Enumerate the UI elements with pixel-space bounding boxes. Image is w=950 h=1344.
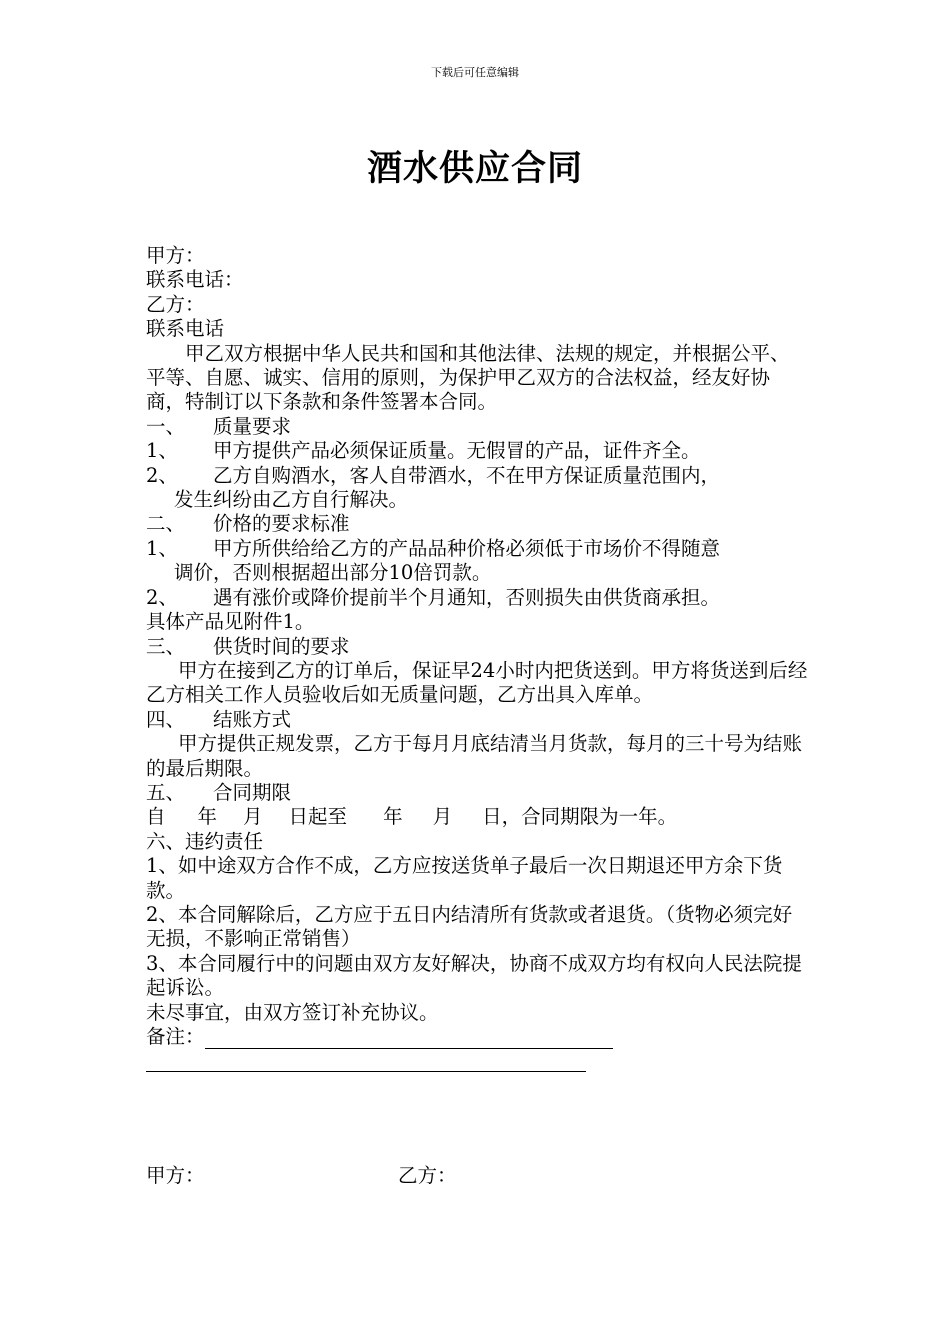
section-5-heading [146,781,808,805]
term-part: 日起至 [288,805,348,829]
clause-number: 1、 [146,536,178,560]
party-b-label: 乙方： [146,292,205,316]
clause-1-2 [146,464,808,488]
clause-number: 2、 [146,463,178,487]
remark-fill-line [205,1028,613,1049]
section-3-heading [146,635,808,659]
clause-number: 1、 [146,439,178,463]
section-title: 质量要求 [213,414,292,438]
remark-row [146,1025,808,1049]
section-1-heading [146,415,808,439]
clause-6-1: 1、如中途双方合作不成，乙方应按送货单子最后一次日期退还甲方余下货款。 [146,854,783,902]
section-number: 四、 [146,707,186,731]
section-number: 五、 [146,780,186,804]
party-a-phone-label: 联系电话： [146,268,244,292]
closing-statement: 未尽事宜，由双方签订补充协议。 [146,1000,439,1024]
remark-label: 备注： [146,1025,205,1048]
section-title: 结账方式 [213,707,292,731]
party-a-label: 甲方： [146,244,205,267]
header-note: 下载后可任意编辑 [431,66,519,79]
clause-1-2-continued: 发生纠纷由乙方自行解决。 [174,488,409,512]
signature-party-a: 甲方： [146,1164,205,1187]
section-title: 供货时间的要求 [213,634,350,658]
section-number: 二、 [146,512,186,536]
term-part: 月 [243,805,263,829]
contract-term-line [146,805,808,829]
section-6-heading: 六、违约责任 [146,829,264,853]
clause-2-2 [146,586,808,610]
clause-6-3: 3、本合同履行中的问题由双方友好解决，协商不成双方均有权向人民法院提起诉讼。 [146,951,802,1000]
section-2-note: 具体产品见附件1。 [146,610,315,634]
clause-2-1-continued: 调价，否则根据超出部分10倍罚款。 [174,561,492,585]
clause-1-1 [146,439,808,463]
document-title: 酒水供应合同 [366,148,583,189]
intro-paragraph: 甲乙双方根据中华人民共和国和其他法律、法规的规定，并根据公平、平等、自愿、诚实、信用的原则，为保护甲乙双方的合法权益，经友好协商，特制订以下条款和条件签署本合同。 [146,341,790,414]
contract-body [146,244,808,1072]
party-b-phone-label: 联系电话 [146,317,225,341]
clause-text: 甲方提供产品必须保证质量。无假冒的产品，证件齐全。 [213,439,701,463]
section-number: 一、 [146,414,186,438]
remark-fill-line-2 [146,1053,586,1072]
section-2-heading [146,512,808,536]
clause-text: 甲方所供给给乙方的产品品种价格必须低于市场价不得随意 [213,536,721,560]
term-part: 自 [146,805,166,829]
signature-party-b: 乙方： [398,1164,457,1187]
section-title: 价格的要求标准 [213,512,350,536]
clause-6-2: 2、本合同解除后，乙方应于五日内结清所有货款或者退货。（货物必须完好无损，不影响正常销售） [146,902,793,951]
term-part: 月 [432,805,453,829]
section-number: 三、 [146,634,186,658]
term-part: 年 [383,805,403,829]
section-4-paragraph: 甲方提供正规发票，乙方于每月月底结清当月货款，每月的三十号为结账的最后期限。 [146,732,803,780]
section-title: 合同期限 [213,780,292,804]
clause-number: 2、 [146,585,178,609]
section-3-paragraph: 甲方在接到乙方的订单后，保证早24小时内把货送到。甲方将货送到后经乙方相关工作人员验收后如无质量问题，乙方出具入库单。 [146,658,808,707]
term-part: 年 [197,805,218,829]
term-part: 日，合同期限为一年。 [482,805,678,829]
clause-text: 乙方自购酒水，客人自带酒水，不在甲方保证质量范围内， [213,463,721,487]
signature-block [146,1162,457,1190]
clause-2-1 [146,537,808,561]
section-4-heading [146,708,808,732]
clause-text: 遇有涨价或降价提前半个月通知，否则损失由供货商承担。 [213,585,721,609]
